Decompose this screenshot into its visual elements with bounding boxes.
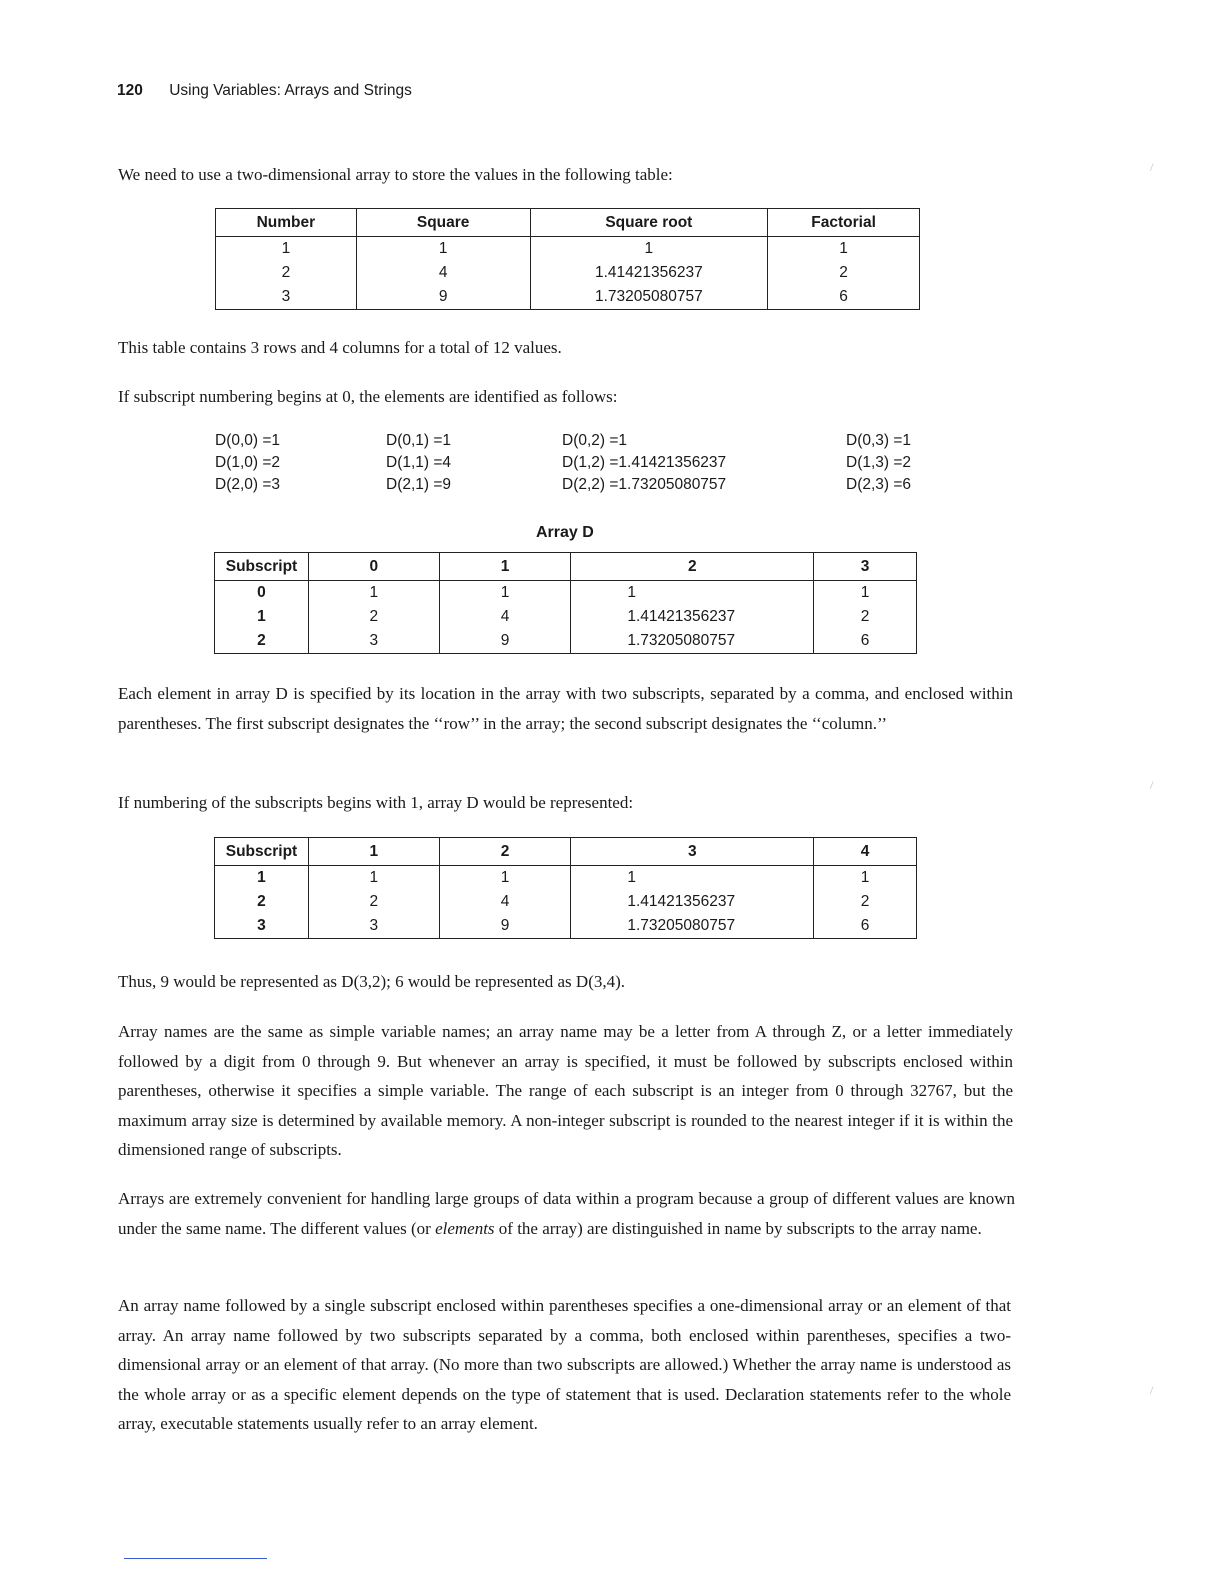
table-row [215, 866, 917, 891]
column-header: 4 [814, 838, 917, 866]
table-cell: 1 [814, 866, 917, 891]
each-element-paragraph: Each element in array D is specified by its location in the array with two subscripts, separated by a comma, and enclosed within parentheses. The first subscript designates the ‘‘row’’ in the array; the second subscript designates the ‘‘column.’’ [118, 684, 1013, 733]
table-cell: 2 [308, 890, 439, 914]
table-cell: 1 [768, 237, 920, 262]
convenient-paragraph [118, 1184, 1015, 1243]
table-summary-paragraph: This table contains 3 rows and 4 columns for a total of 12 values. [118, 338, 562, 357]
table-row [215, 605, 917, 629]
table-cell: 6 [768, 285, 920, 310]
table-cell: 4 [439, 605, 571, 629]
row-subscript: 2 [215, 629, 309, 654]
element-entry: D(2,1) =9 [386, 476, 452, 493]
intro-paragraph: We need to use a two-dimensional array to store the values in the following table: [118, 165, 673, 184]
table-cell: 9 [356, 285, 530, 310]
table-cell: 3 [308, 914, 439, 939]
column-header: 2 [571, 553, 814, 581]
element-column [386, 430, 451, 496]
table-cell: 1 [439, 866, 571, 891]
emphasis-text: elements [435, 1218, 495, 1238]
table-cell: 4 [439, 890, 571, 914]
table-cell: 4 [356, 261, 530, 285]
text-run: of the array) are distinguished in name by subscripts to the array name. [494, 1218, 982, 1238]
table-row [216, 285, 920, 310]
element-column [215, 430, 280, 496]
row-subscript: 1 [215, 866, 309, 891]
table-header-row [215, 553, 917, 581]
footer-rule [124, 1558, 267, 1559]
table-cell: 1 [308, 581, 439, 606]
table-cell: 3 [308, 629, 439, 654]
column-header: 1 [308, 838, 439, 866]
page-header [117, 82, 412, 100]
table-cell: 1 [530, 237, 768, 262]
table-cell: 2 [768, 261, 920, 285]
column-header: Number [216, 209, 357, 237]
text-run: Arrays are extremely convenient for handling large groups of data within a program because a group of different values are known under the same name. The different values (or [118, 1189, 1015, 1238]
column-header: 2 [439, 838, 571, 866]
table-cell: 1 [308, 866, 439, 891]
values-table [215, 208, 920, 310]
table-cell: 1.73205080757 [571, 914, 814, 939]
element-entry: D(1,0) =2 [215, 454, 281, 471]
array-caption: Array D [536, 524, 594, 541]
thus-paragraph: Thus, 9 would be represented as D(3,2); 6 would be represented as D(3,4). [118, 972, 626, 991]
table-cell: 1 [216, 237, 357, 262]
table-cell: 9 [439, 629, 571, 654]
table-cell: 1.73205080757 [571, 629, 814, 654]
table-cell: 2 [216, 261, 357, 285]
element-entry: D(1,1) =4 [386, 454, 452, 471]
one-based-paragraph: If numbering of the subscripts begins with 1, array D would be represented: [118, 793, 634, 812]
row-subscript: 3 [215, 914, 309, 939]
table-row [216, 237, 920, 262]
row-subscript: 0 [215, 581, 309, 606]
table-cell: 2 [308, 605, 439, 629]
column-header: Subscript [215, 553, 309, 581]
margin-mark: / [1150, 160, 1154, 174]
table-cell: 1 [571, 581, 814, 606]
column-header: 0 [308, 553, 439, 581]
table-cell: 1.73205080757 [530, 285, 768, 310]
array-one-table [214, 837, 917, 939]
element-entry: D(1,2) =1.41421356237 [562, 454, 727, 471]
column-header: 3 [571, 838, 814, 866]
table-cell: 1 [571, 866, 814, 891]
zero-based-paragraph: If subscript numbering begins at 0, the elements are identified as follows: [118, 387, 618, 406]
element-column [562, 430, 726, 496]
table-header-row [215, 838, 917, 866]
table-cell: 1 [356, 237, 530, 262]
table-cell: 6 [814, 629, 917, 654]
element-entry: D(0,0) =1 [215, 432, 281, 449]
table-row [215, 581, 917, 606]
table-cell: 1.41421356237 [530, 261, 768, 285]
table-row [216, 261, 920, 285]
table-cell: 3 [216, 285, 357, 310]
chapter-title: Using Variables: Arrays and Strings [169, 82, 412, 99]
table-cell: 6 [814, 914, 917, 939]
table-cell: 9 [439, 914, 571, 939]
array-names-paragraph: Array names are the same as simple variable names; an array name may be a letter from A through Z, or a letter immediately followed by a digit from 0 through 9. But whenever an array is specified, it must be followed by subscripts enclosed within parentheses, otherwise it specifies a simple variable. The range of each subscript is an integer from 0 through 32767, but the maximum array size is determined by available memory. A non-integer subscript is rounded to the nearest integer if it is within the dimensioned range of subscripts. [118, 1022, 1013, 1159]
column-header: Factorial [768, 209, 920, 237]
table-cell: 1.41421356237 [571, 890, 814, 914]
element-entry: D(2,0) =3 [215, 476, 281, 493]
array-name-followed-paragraph: An array name followed by a single subscript enclosed within parentheses specifies a one-dimensional array or an element of that array. An array name followed by two subscripts separated by a comma, both enclosed within parentheses, specifies a two-dimensional array or an element of that array. (No more than two subscripts are allowed.) Whether the array name is understood as the whole array or as a specific element depends on the type of statement that is used. Declaration statements refer to the whole array, executable statements usually refer to an array element. [118, 1296, 1011, 1433]
table-cell: 1 [814, 581, 917, 606]
element-entry: D(1,3) =2 [846, 454, 912, 471]
table-row [215, 629, 917, 654]
table-row [215, 914, 917, 939]
element-entry: D(0,1) =1 [386, 432, 452, 449]
element-entry: D(0,2) =1 [562, 432, 628, 449]
element-entry: D(2,3) =6 [846, 476, 912, 493]
array-zero-table [214, 552, 917, 654]
table-cell: 2 [814, 605, 917, 629]
column-header: Subscript [215, 838, 309, 866]
column-header: 3 [814, 553, 917, 581]
table-header-row [216, 209, 920, 237]
row-subscript: 2 [215, 890, 309, 914]
row-subscript: 1 [215, 605, 309, 629]
table-cell: 1 [439, 581, 571, 606]
table-row [215, 890, 917, 914]
margin-mark: / [1150, 778, 1154, 792]
table-cell: 1.41421356237 [571, 605, 814, 629]
page-number: 120 [117, 82, 143, 99]
column-header: 1 [439, 553, 571, 581]
column-header: Square root [530, 209, 768, 237]
table-cell: 2 [814, 890, 917, 914]
margin-mark: / [1150, 1383, 1154, 1397]
element-entry: D(0,3) =1 [846, 432, 912, 449]
element-entry: D(2,2) =1.73205080757 [562, 476, 727, 493]
element-column [846, 430, 911, 496]
column-header: Square [356, 209, 530, 237]
